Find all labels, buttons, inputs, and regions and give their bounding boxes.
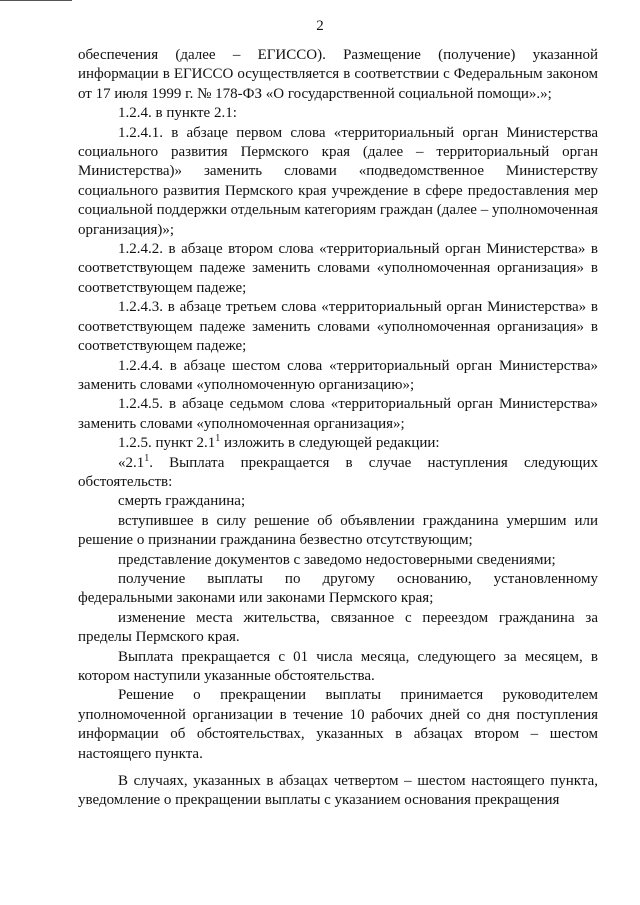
paragraph	[78, 686, 598, 764]
scan-corner-mark	[0, 0, 72, 1]
paragraph-text-continued: изложить в следующей редакции:	[220, 435, 440, 452]
paragraph-text: 1.2.4.3. в абзаце третьем слова «территориальный орган Министерства» в соответствующем падеже заменить словами «уполномоченная организация» в соответствующем падеже;	[78, 299, 598, 355]
paragraph-text: 1.2.5. пункт 2.1	[118, 435, 216, 452]
superscript-index: 1	[215, 433, 221, 445]
paragraph	[78, 298, 598, 356]
paragraph-text: обеспечения (далее – ЕГИССО). Размещение (получение) указанной информации в ЕГИССО осуществляется в соответствии с Федеральным законом от 17 июля 1999 г. № 178-ФЗ «О государственной социальной помощи».»;	[78, 47, 598, 102]
paragraph-text: 1.2.4. в пункте 2.1:	[118, 105, 237, 122]
paragraph-text-continued: . Выплата прекращается в случае наступления следующих обстоятельств:	[78, 454, 598, 490]
paragraph	[78, 648, 598, 687]
paragraph-text: Решение о прекращении выплаты принимается руководителем уполномоченной организации в течение 10 рабочих дней со дня поступления информации об обстоятельствах, указанных в абзацах втором – шестом настоящего пункта.	[78, 687, 598, 762]
body-text	[78, 46, 598, 811]
paragraph-text: 1.2.4.2. в абзаце втором слова «территориальный орган Министерства» в соответствующем падеже заменить словами «уполномоченная организация» в соответствующем падеже;	[78, 241, 598, 296]
paragraph	[78, 512, 598, 551]
paragraph	[78, 492, 598, 511]
paragraph-text: представление документов с заведомо недостоверными сведениями;	[118, 551, 556, 568]
paragraph-text: В случаях, указанных в абзацах четвертом – шестом настоящего пункта, уведомление о прекращении выплаты с указанием основания прекращения	[78, 773, 598, 809]
paragraph-text: изменение места жительства, связанное с переездом гражданина за пределы Пермского края.	[78, 609, 598, 646]
paragraph	[78, 434, 598, 453]
paragraph-text: вступившее в силу решение об объявлении гражданина умершим или решение о признании гражданина безвестно отсутствующим;	[78, 512, 598, 549]
paragraph	[78, 454, 598, 493]
paragraph	[78, 104, 598, 123]
paragraph	[78, 551, 598, 570]
paragraph	[78, 357, 598, 396]
paragraph-text: получение выплаты по другому основанию, установленному федеральными законами или законами Пермского края;	[78, 570, 598, 607]
paragraph	[78, 609, 598, 648]
paragraph	[78, 46, 598, 104]
page-number: 2	[316, 18, 324, 34]
paragraph-text: смерть гражданина;	[118, 493, 246, 510]
paragraph-text: 1.2.4.4. в абзаце шестом слова «территориальный орган Министерства» заменить словами «уполномоченную организацию»;	[78, 357, 598, 393]
superscript-index: 1	[144, 452, 150, 464]
paragraph	[78, 395, 598, 434]
paragraph	[78, 124, 598, 240]
paragraph-text: Выплата прекращается с 01 числа месяца, следующего за месяцем, в котором наступили указанные обстоятельства.	[78, 648, 598, 684]
paragraph-text: 1.2.4.1. в абзаце первом слова «территориальный орган Министерства социального развития Пермского края (далее – территориальный орган Министерства)» заменить словами «подведомственное Министерству социального развития Пермского края учреждение в сфере предоставления мер социальной поддержки отдельным категориям граждан (далее – уполномоченная организация)»;	[78, 124, 598, 238]
paragraph	[78, 570, 598, 609]
paragraph-text: 1.2.4.5. в абзаце седьмом слова «территориальный орган Министерства» заменить словами «уполномоченная организация»;	[78, 396, 598, 432]
paragraph	[78, 240, 598, 298]
paragraph	[78, 772, 598, 811]
paragraph-text: «2.1	[118, 454, 145, 471]
